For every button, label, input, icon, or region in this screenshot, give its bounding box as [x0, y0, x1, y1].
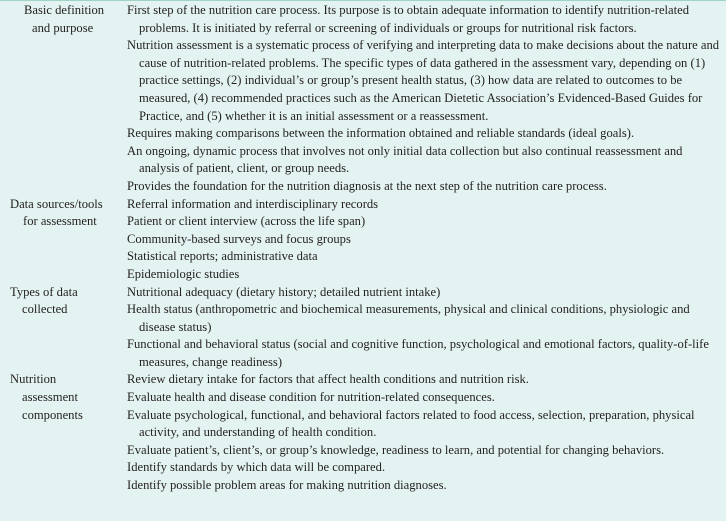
row-label	[0, 371, 120, 494]
list-item: Statistical reports; administrative data	[127, 249, 318, 264]
row-label-line: Nutrition	[10, 372, 57, 387]
list-item: Requires making comparisons between the information obtained and reliable standards (ideal goals).	[127, 126, 635, 141]
row-label	[0, 284, 120, 372]
row-label-line: Types of data	[10, 284, 78, 299]
list-item: Functional and behavioral status (social and cognitive function, psychological and emotional factors, quality-of-life measures, change readiness)	[127, 337, 709, 369]
row-content	[120, 284, 726, 372]
list-item: Provides the foundation for the nutrition diagnosis at the next step of the nutrition care process.	[127, 178, 607, 193]
row-label-line: Data sources/tools	[10, 196, 103, 211]
list-item: Health status (anthropometric and biochemical measurements, physical and clinical conditions, physiologic and disease status)	[127, 302, 690, 334]
row-label-line: and purpose	[32, 20, 94, 35]
row-label-line: for assessment	[23, 214, 97, 229]
row-label-line: Basic definition	[24, 3, 105, 17]
row-basic-definition	[0, 2, 726, 196]
row-content	[120, 196, 726, 284]
row-types-of-data	[0, 284, 726, 372]
list-item: Evaluate psychological, functional, and behavioral factors related to food access, selection, preparation, physical activity, and understanding of health condition.	[127, 407, 695, 440]
list-item: First step of the nutrition care process. Its purpose is to obtain adequate information to identify nutrition-related problems. It is initiated by referral or screening of individuals or groups for nutritional risk factors.	[127, 3, 690, 35]
list-item: Evaluate patient’s, client’s, or group’s knowledge, readiness to learn, and potential for changing behaviors.	[127, 442, 665, 457]
list-item: Community-based surveys and focus groups	[127, 231, 351, 246]
row-label	[0, 196, 120, 284]
row-label-line: assessment	[22, 390, 78, 405]
row-label-line: collected	[22, 302, 68, 317]
list-item: An ongoing, dynamic process that involves not only initial data collection but also continual reassessment and analysis of patient, client, or group needs.	[127, 143, 683, 176]
list-item: Identify possible problem areas for making nutrition diagnoses.	[127, 478, 447, 493]
row-content	[120, 2, 726, 196]
list-item: Patient or client interview (across the life span)	[127, 214, 366, 229]
list-item: Epidemiologic studies	[127, 266, 240, 281]
row-content	[120, 371, 726, 494]
row-label-line: components	[22, 407, 83, 422]
list-item: Nutrition assessment is a systematic process of verifying and interpreting data to make decisions about the nature and cause of nutrition-related problems. The specific types of data gathered in the assessment vary, depending on (1) practice settings, (2) individual’s or group’s present health status, (3) how data are related to outcomes to be measured, (4) recommended practices such as the American Dietetic Association’s Evidenced-Based Guides for Practice, and (5) whether it is an initial assessment or a reassessment.	[127, 38, 720, 123]
list-item: Nutritional adequacy (dietary history; detailed nutrient intake)	[127, 284, 441, 299]
list-item: Evaluate health and disease condition for nutrition-related consequences.	[127, 390, 495, 405]
row-assessment-components	[0, 371, 726, 494]
list-item: Identify standards by which data will be compared.	[127, 460, 386, 475]
list-item: Review dietary intake for factors that affect health conditions and nutrition risk.	[127, 372, 529, 387]
list-item: Referral information and interdisciplinary records	[127, 196, 379, 211]
row-label	[0, 2, 120, 196]
row-data-sources	[0, 196, 726, 284]
